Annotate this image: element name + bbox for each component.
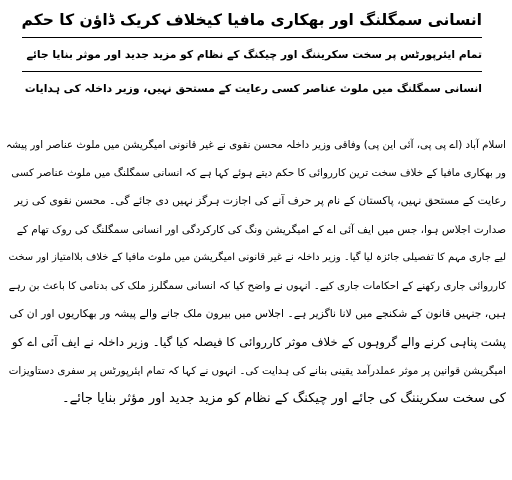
body-line-9: امیگریشن قوانین پر موثر عملدرآمد یقینی بنانے کی ہدایت کی۔ انہوں نے کہا کہ تمام ایئرپورٹس پر سفری دستاویزات <box>8 364 506 377</box>
headline-sub-2: انسانی سمگلنگ میں ملوث عناصر کسی رعایت کے مستحق نہیں، وزیر داخلہ کی ہدایات <box>24 82 482 95</box>
body-line-8: پشت پناہی کرنے والے گروہوں کے خلاف موثر کارروائی کا فیصلہ کیا گیا۔ وزیر داخلہ نے ایف آئی اے کو <box>11 335 506 350</box>
body-line-1: اسلام آباد (اے پی پی، آئی این پی) وفاقی وزیر داخلہ محسن نقوی نے غیر قانونی امیگریشن میں ملوث عناصر اور پیشہ <box>6 139 506 151</box>
article-body <box>6 131 506 413</box>
headline-sub-1: تمام ایئرپورٹس پر سخت سکریننگ اور چیکنگ کے نظام کو مزید جدید اور موثر بنایا جائے <box>22 38 482 72</box>
body-line-7: ہیں، جنہیں قانون کے شکنجے میں لانا ناگزیر ہے۔ اجلاس میں بیرون ملک جانے والے پیشہ ور بھکاریوں اور ان کی <box>9 307 506 321</box>
headline-block <box>22 4 482 105</box>
body-line-3: رعایت کے مستحق نہیں، پاکستان کے نام پر حرف آنے کی اجازت ہرگز نہیں دی جائے گی۔ محسن نقوی کی زیر <box>14 194 506 208</box>
body-line-2: ور بھکاری مافیا کے خلاف سخت ترین کارروائی کا حکم دیتے ہوئے کہا ہے کہ انسانی سمگلنگ میں ملوث عناصر کسی <box>11 167 506 180</box>
body-line-4: صدارت اجلاس ہوا، جس میں ایف آئی اے کے امیگریشن ونگ کی کارکردگی اور انسانی سمگلنگ کی روک تھام کے <box>16 223 506 236</box>
body-line-5: لیے جاری مہم کا تفصیلی جائزہ لیا گیا۔ وزیر داخلہ نے غیر قانونی امیگریشن میں ملوث مافیا کے خلاف بلاامتیاز اور سخت <box>8 251 506 263</box>
body-line-10: کی سخت سکریننگ کی جائے اور چیکنگ کے نظام کو مزید جدید اور مؤثر بنایا جائے۔ <box>62 390 506 406</box>
body-line-6: کارروائی جاری رکھنے کے احکامات جاری کیے۔ انہوں نے واضح کیا کہ انسانی سمگلرز ملک کی بدنامی کا باعث بن رہے <box>8 279 506 292</box>
headline-main: انسانی سمگلنگ اور بھکاری مافیا کیخلاف کریک ڈاؤن کا حکم <box>22 4 482 38</box>
